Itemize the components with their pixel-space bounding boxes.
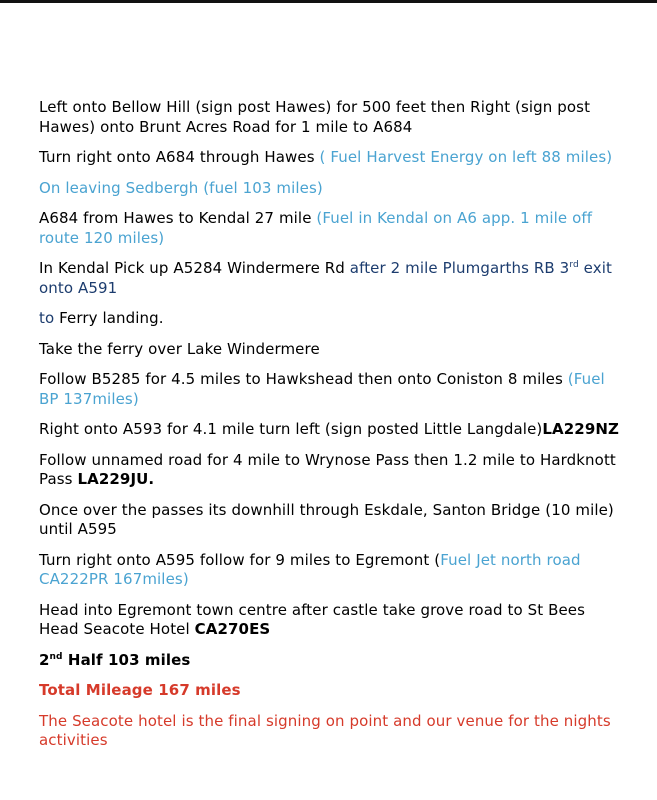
total-mileage-text: Total Mileage 167 miles [39, 681, 241, 699]
direction-text: Turn right onto A595 follow for 9 miles to Egremont ( [39, 550, 441, 569]
second-half-label [39, 651, 190, 669]
postcode: LA229NZ [542, 420, 619, 438]
direction-text: Head into Egremont town centre after castle take grove road to St Bees Head Seacote Hotel [39, 600, 586, 638]
direction-bellow-hill [39, 98, 629, 137]
direction-text: Left onto Bellow Hill (sign post Hawes) for 500 feet then Right (sign post Hawes) onto Brunt Acres Road for 1 mile to A684 [39, 98, 591, 136]
direction-kendal-windermere [39, 259, 629, 298]
top-border [0, 0, 657, 3]
fuel-note: ( Fuel Harvest Energy on left 88 miles) [319, 148, 613, 166]
roundabout-text: after 2 mile Plumgarths RB 3 [349, 259, 570, 277]
direction-text: Take the ferry over Lake Windermere [39, 339, 320, 358]
fuel-note: (Fuel in Kendal on A6 app. 1 mile off route 120 miles) [39, 209, 593, 247]
direction-text: to [39, 309, 55, 327]
direction-text: Turn right onto A684 through Hawes [39, 148, 320, 166]
direction-text: A684 from Hawes to Kendal 27 mile [39, 209, 317, 227]
direction-text: Follow unnamed road for 4 mile to Wrynose Pass then 1.2 mile to Hardknott Pass [39, 450, 616, 488]
direction-a595 [39, 551, 629, 590]
route-directions [39, 98, 629, 762]
ordinal-number: 2 [39, 650, 50, 669]
direction-ferry-landing [39, 309, 629, 329]
roundabout-exit-text: exit onto A591 [39, 259, 612, 297]
direction-a684-hawes [39, 148, 629, 168]
direction-ferry [39, 340, 629, 360]
postcode: CA270ES [194, 620, 271, 638]
fuel-note: (Fuel BP 137miles) [39, 370, 605, 408]
direction-text: Right onto A593 for 4.1 mile turn left (sign posted Little Langdale) [39, 420, 543, 438]
direction-hawes-kendal [39, 209, 629, 248]
direction-text: Ferry landing. [54, 309, 164, 327]
ordinal-suffix: nd [49, 651, 63, 662]
direction-text: In Kendal Pick up A5284 Windermere Rd [39, 259, 350, 277]
direction-wrynose-hardknott [39, 451, 629, 490]
direction-egremont-hotel [39, 601, 629, 640]
fuel-note-sedbergh [39, 179, 629, 199]
fuel-note: On leaving Sedbergh (fuel 103 miles) [39, 178, 323, 197]
direction-b5285 [39, 370, 629, 409]
postcode: LA229JU. [77, 470, 155, 488]
fuel-note: Fuel Jet north road CA222PR 167miles) [39, 550, 581, 588]
direction-text: Once over the passes its downhill through Eskdale, Santon Bridge (10 mile) until A595 [39, 500, 614, 538]
total-mileage [39, 681, 629, 701]
final-note [39, 712, 629, 751]
direction-text: Follow B5285 for 4.5 miles to Hawkshead then onto Coniston 8 miles [39, 370, 568, 388]
direction-eskdale [39, 501, 629, 540]
second-half-mileage [39, 651, 629, 671]
direction-a593 [39, 420, 629, 440]
mileage-text: Half 103 miles [62, 650, 191, 669]
final-note-text: The Seacote hotel is the final signing on point and our venue for the nights activities [39, 711, 611, 749]
ordinal-suffix: rd [569, 260, 579, 270]
